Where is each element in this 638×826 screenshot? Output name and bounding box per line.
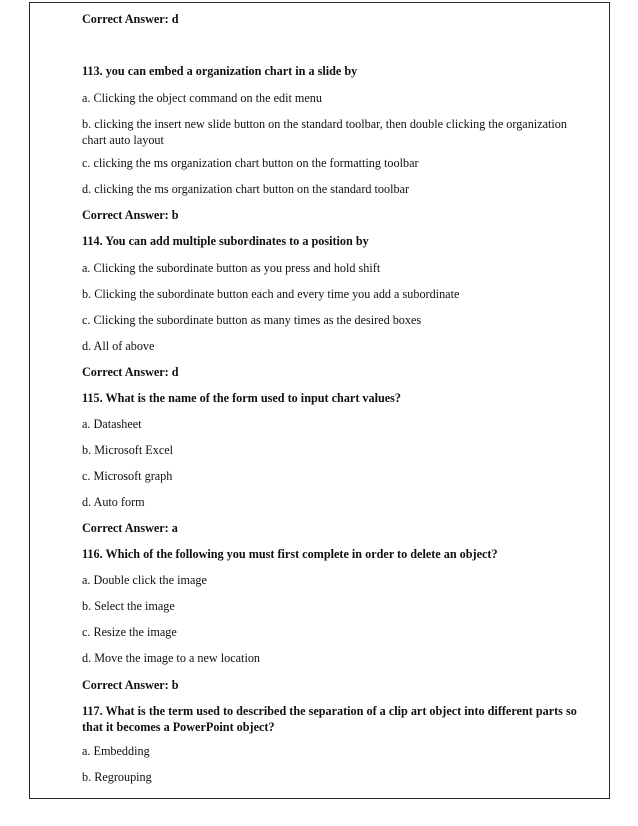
option-117-b: b. Regrouping — [82, 770, 152, 784]
correct-answer: Correct Answer: a — [82, 521, 178, 535]
option-116-a: a. Double click the image — [82, 573, 207, 587]
option-114-a: a. Clicking the subordinate button as you press and hold shift — [82, 261, 381, 275]
option-114-d: d. All of above — [82, 339, 155, 353]
question-114: 114. You can add multiple subordinates to a position by — [82, 234, 369, 248]
option-113-a: a. Clicking the object command on the edit menu — [82, 91, 322, 105]
option-113-c: c. clicking the ms organization chart button on the formatting toolbar — [82, 156, 419, 170]
option-114-b: b. Clicking the subordinate button each and every time you add a subordinate — [82, 287, 460, 301]
question-115: 115. What is the name of the form used to input chart values? — [82, 391, 402, 405]
option-113-d: d. clicking the ms organization chart button on the standard toolbar — [82, 182, 410, 196]
option-114-c: c. Clicking the subordinate button as many times as the desired boxes — [82, 313, 422, 327]
option-116-d: d. Move the image to a new location — [82, 651, 261, 665]
option-117-a: a. Embedding — [82, 744, 150, 758]
correct-answer: Correct Answer: d — [82, 365, 179, 379]
question-117: 117. What is the term used to described the separation of a clip art object into different parts so that it becomes a PowerPoint object? — [82, 704, 577, 734]
correct-answer: Correct Answer: d — [82, 12, 179, 26]
question-113: 113. you can embed a organization chart in a slide by — [82, 64, 358, 78]
option-115-b: b. Microsoft Excel — [82, 443, 174, 457]
option-115-a: a. Datasheet — [82, 417, 142, 431]
option-116-c: c. Resize the image — [82, 625, 177, 639]
question-116: 116. Which of the following you must first complete in order to delete an object? — [82, 547, 498, 561]
option-116-b: b. Select the image — [82, 599, 175, 613]
correct-answer: Correct Answer: b — [82, 678, 179, 692]
option-115-c: c. Microsoft graph — [82, 469, 173, 483]
option-113-b: b. clicking the insert new slide button on the standard toolbar, then double clicking the organization chart auto layout — [82, 117, 567, 147]
correct-answer: Correct Answer: b — [82, 208, 179, 222]
option-115-d: d. Auto form — [82, 495, 145, 509]
